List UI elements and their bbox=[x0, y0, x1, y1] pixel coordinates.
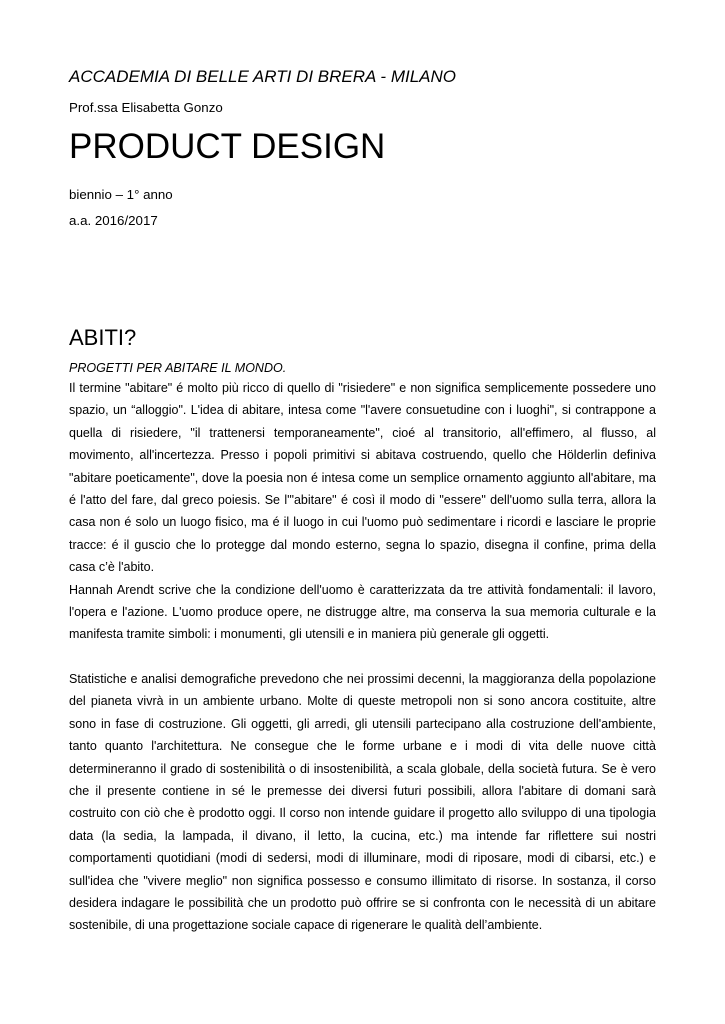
section-title: ABITI? bbox=[69, 325, 137, 350]
paragraph-statistiche: Statistiche e analisi demografiche prevedono che nei prossimi decenni, la maggioranza della popolazione del pianeta vivrà in un ambiente urbano. Molte di queste metropoli non si sono ancora costituite, altre sono in fase di costruzione. Gli oggetti, gli arredi, gli utensili partecipano alla costruzione dell'ambiente, tanto quanto l'architettura. Ne consegue che le forme urbane e i modi di vita delle nuove città determineranno il grado di sostenibilità o di insostenibilità, a scala globale, della società futura. Se è vero che il presente contiene in sé le premesse dei diversi futuri possibili, allora l'abitare di domani sarà costruito con ciò che è prodotto oggi. Il corso non intende guidare il progetto allo sviluppo di una tipologia data (la sedia, la lampada, il divano, il letto, la cucina, etc.) ma intende far riflettere sui nostri comportamenti quotidiani (modi di sedersi, modi di illuminare, modi di riposare, modi di cibarsi, etc.) e sull'idea che "vivere meglio" non significa possesso e consumo illimitato di risorse. In sostanza, il corso desidera indagare le possibilità che un prodotto può offrire se si confronta con le necessità di un abitare sostenibile, di una progettazione sociale capace di rigenerare le qualità dell’ambiente. bbox=[69, 671, 656, 933]
paragraph-abitare: Il termine "abitare" é molto più ricco di quello di "risiedere" e non significa semplicemente possedere uno spazio, un “alloggio". L'idea di abitare, intesa come "l'avere consuetudine con i luoghi", si contrappone a quella di risiedere, "il trattenersi temporaneamente", cioé al transitorio, all'effimero, al flusso, al movimento, all'incertezza. Presso i popoli primitivi si abitava costruendo, quello che Hölderlin definiva "abitare poeticamente", dove la poesia non é intesa come un semplice ornamento aggiunto all'abitare, ma é l'atto del fare, dal greco poiesis. Se l'"abitare" é così il modo di "essere" dell'uomo sulla terra, allora la casa non é solo un luogo fisico, ma é il luogo in cui l'uomo può sedimentare i ricordi e lasciare le proprie tracce: é il guscio che lo protegge dal mondo esterno, segna lo spazio, disegna il confine, prima della casa c’è l'abito. bbox=[69, 381, 656, 575]
academic-year: a.a. 2016/2017 bbox=[69, 213, 158, 228]
paragraph-arendt: Hannah Arendt scrive che la condizione dell'uomo è caratterizzata da tre attività fondamentali: il lavoro, l'opera e l'azione. L'uomo produce opere, ne distrugge altre, ma conserva la sua memoria culturale e la manifesta tramite simboli: i monumenti, gli utensili e in maniera più generale gli oggetti. bbox=[69, 582, 656, 642]
program-year: biennio – 1° anno bbox=[69, 187, 173, 202]
section-subtitle: PROGETTI PER ABITARE IL MONDO. bbox=[69, 361, 287, 375]
professor-name: Prof.ssa Elisabetta Gonzo bbox=[69, 100, 223, 115]
institution-name: ACCADEMIA DI BELLE ARTI DI BRERA - MILANO bbox=[69, 67, 456, 86]
course-title: PRODUCT DESIGN bbox=[69, 127, 386, 166]
